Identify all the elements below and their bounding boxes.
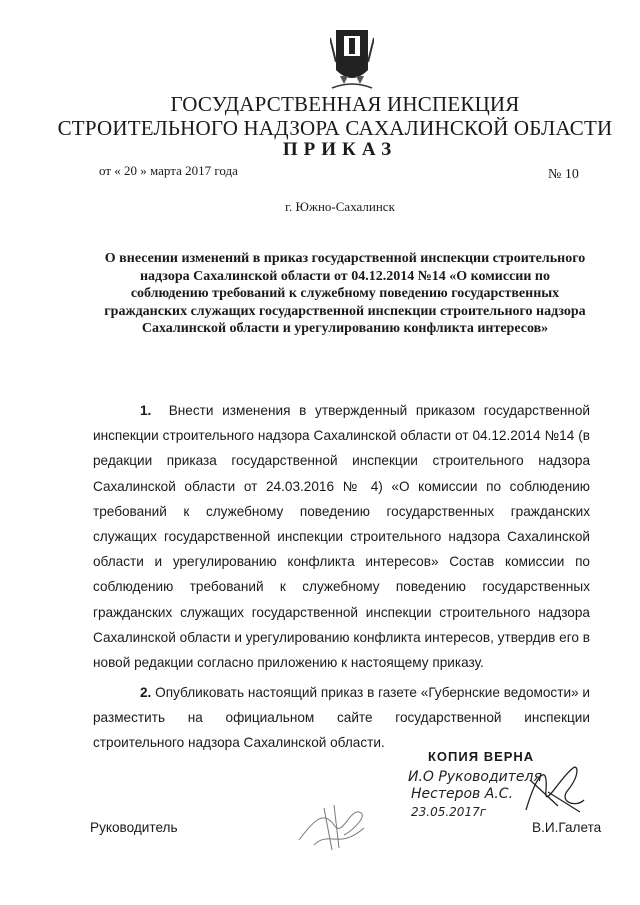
document-type: ПРИКАЗ — [282, 139, 398, 160]
document-number: № 10 — [548, 167, 579, 182]
org-name-line1: ГОСУДАРСТВЕННАЯ ИНСПЕКЦИЯ — [170, 92, 520, 116]
handwritten-date: 23.05.2017г — [411, 805, 487, 819]
paragraph-2-text: Опубликовать настоящий приказ в газете «Губернские ведомости» и разместить на официальном сайте государственной инспекции строительного надзора Сахалинской области. — [93, 685, 591, 751]
signatory-name: В.И.Галета — [532, 820, 602, 835]
document-title: О внесении изменений в приказ государственной инспекции строительного надзора Сахалинской области от 04.12.2014 №14 «О комиссии по соблюдению требований к служебному поведению государственных гражданских служащих государственной инспекции строительного надзора Сахалинской области и урегулированию конфликта интересов» — [104, 251, 586, 336]
paragraph-2 — [93, 680, 590, 756]
sakhalin-coat-of-arms-icon — [330, 28, 374, 90]
paragraph-1-text: Внести изменения в утвержденный приказом государственной инспекции строительного надзора Сахалинской области от 04.12.2014 №14 (в редакции приказа государственной инспекции строительного надзора Сахалинской области от 24.03.2016 № 4) «О комиссии по соблюдению требований к служебному поведению государственных гражданских служащих государственной инспекции строительного надзора Сахалинской области и урегулированию конфликта интересов» Состав комиссии по соблюдению требований к служебному поведению государственных гражданских служащих государственной инспекции строительного надзора Сахалинской области и урегулированию конфликта интересов, утвердив его в новой редакции согласно приложению к настоящему приказу. — [93, 403, 590, 671]
signature-icon — [294, 800, 374, 855]
document-city: г. Южно-Сахалинск — [285, 199, 395, 214]
signatory-role: Руководитель — [90, 820, 178, 835]
paragraph-1-number: 1. — [140, 403, 152, 418]
paragraph-2-number: 2. — [140, 685, 152, 700]
signature-icon — [518, 760, 588, 818]
document-date: от « 20 » марта 2017 года — [99, 163, 238, 178]
org-name-line2: СТРОИТЕЛЬНОГО НАДЗОРА САХАЛИНСКОЙ ОБЛАСТИ — [57, 116, 613, 140]
handwritten-name: Нестеров А.С. — [411, 786, 514, 802]
handwritten-role: И.О Руководителя — [408, 769, 542, 785]
copy-certified-stamp: КОПИЯ ВЕРНА — [428, 749, 535, 764]
paragraph-1 — [93, 398, 590, 675]
